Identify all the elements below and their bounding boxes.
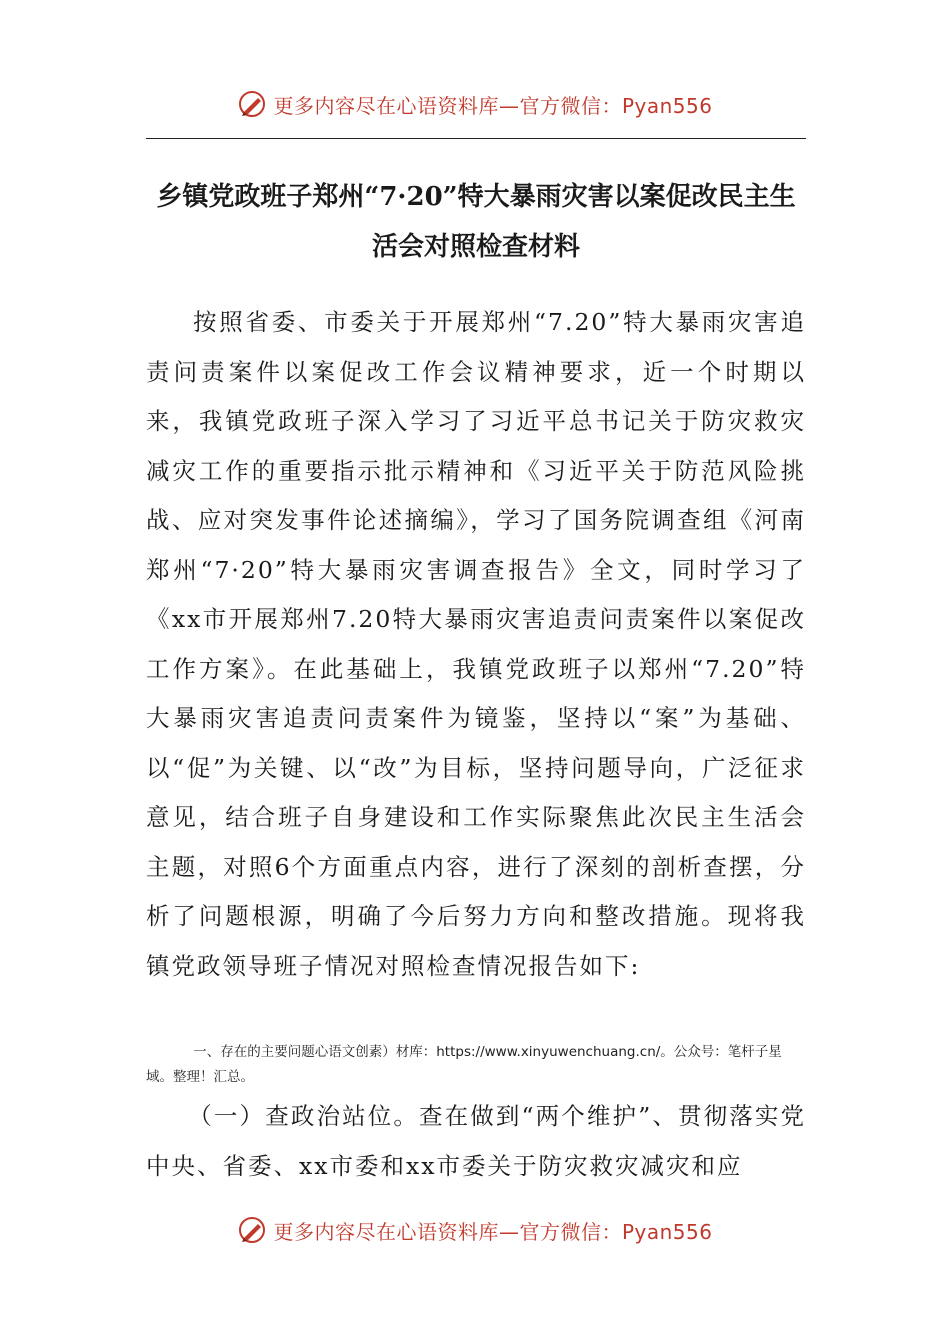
paragraph-intro: 按照省委、市委关于开展郑州“7.20”特大暴雨灾害追责问责案件以案促改工作会议精神要求，近一个时期以来，我镇党政班子深入学习了习近平总书记关于防灾救灾减灾工作的重要指示批示精神和《习近平关于防范风险挑战、应对突发事件论述摘编》，学习了国务院调查组《河南郑州“7·20”特大暴雨灾害调查报告》全文，同时学习了《xx市开展郑州7.20特大暴雨灾害追责问责案件以案促改工作方案》。在此基础上，我镇党政班子以郑州“7.20”特大暴雨灾害追责问责案件为镜鉴，坚持以“案”为基础、以“促”为关键、以“改”为目标，坚持问题导向，广泛征求意见，结合班子自身建设和工作实际聚焦此次民主生活会主题，对照6个方面重点内容，进行了深刻的剖析查摆，分析了问题根源，明确了今后努力方向和整改措施。现将我镇党政领导班子情况对照检查情况报告如下: bbox=[146, 308, 806, 980]
section-note: 一、存在的主要问题心语文创素）材库：https://www.xinyuwenchuang.cn/。公众号：笔杆子星域。整理！汇总。 bbox=[146, 1044, 782, 1085]
pen-logo-icon bbox=[237, 89, 267, 119]
header-watermark-banner bbox=[0, 84, 950, 124]
title-line-2: 活会对照检查材料 bbox=[371, 232, 580, 262]
header-rule bbox=[146, 138, 806, 139]
paragraph-political-stance: （一）查政治站位。查在做到“两个维护”、贯彻落实党中央、省委、xx市委和xx市委关于防灾救灾减灾和应 bbox=[146, 1102, 806, 1180]
banner-text: 更多内容尽在心语资料库—官方微信：Pyan556 bbox=[273, 1219, 713, 1244]
footer-watermark-banner bbox=[0, 1210, 950, 1250]
document-title bbox=[140, 172, 812, 272]
pen-logo-icon bbox=[237, 1215, 267, 1245]
banner-text: 更多内容尽在心语资料库—官方微信：Pyan556 bbox=[273, 93, 713, 118]
title-line-1: 乡镇党政班子郑州“7·20”特大暴雨灾害以案促改民主生 bbox=[156, 182, 796, 212]
